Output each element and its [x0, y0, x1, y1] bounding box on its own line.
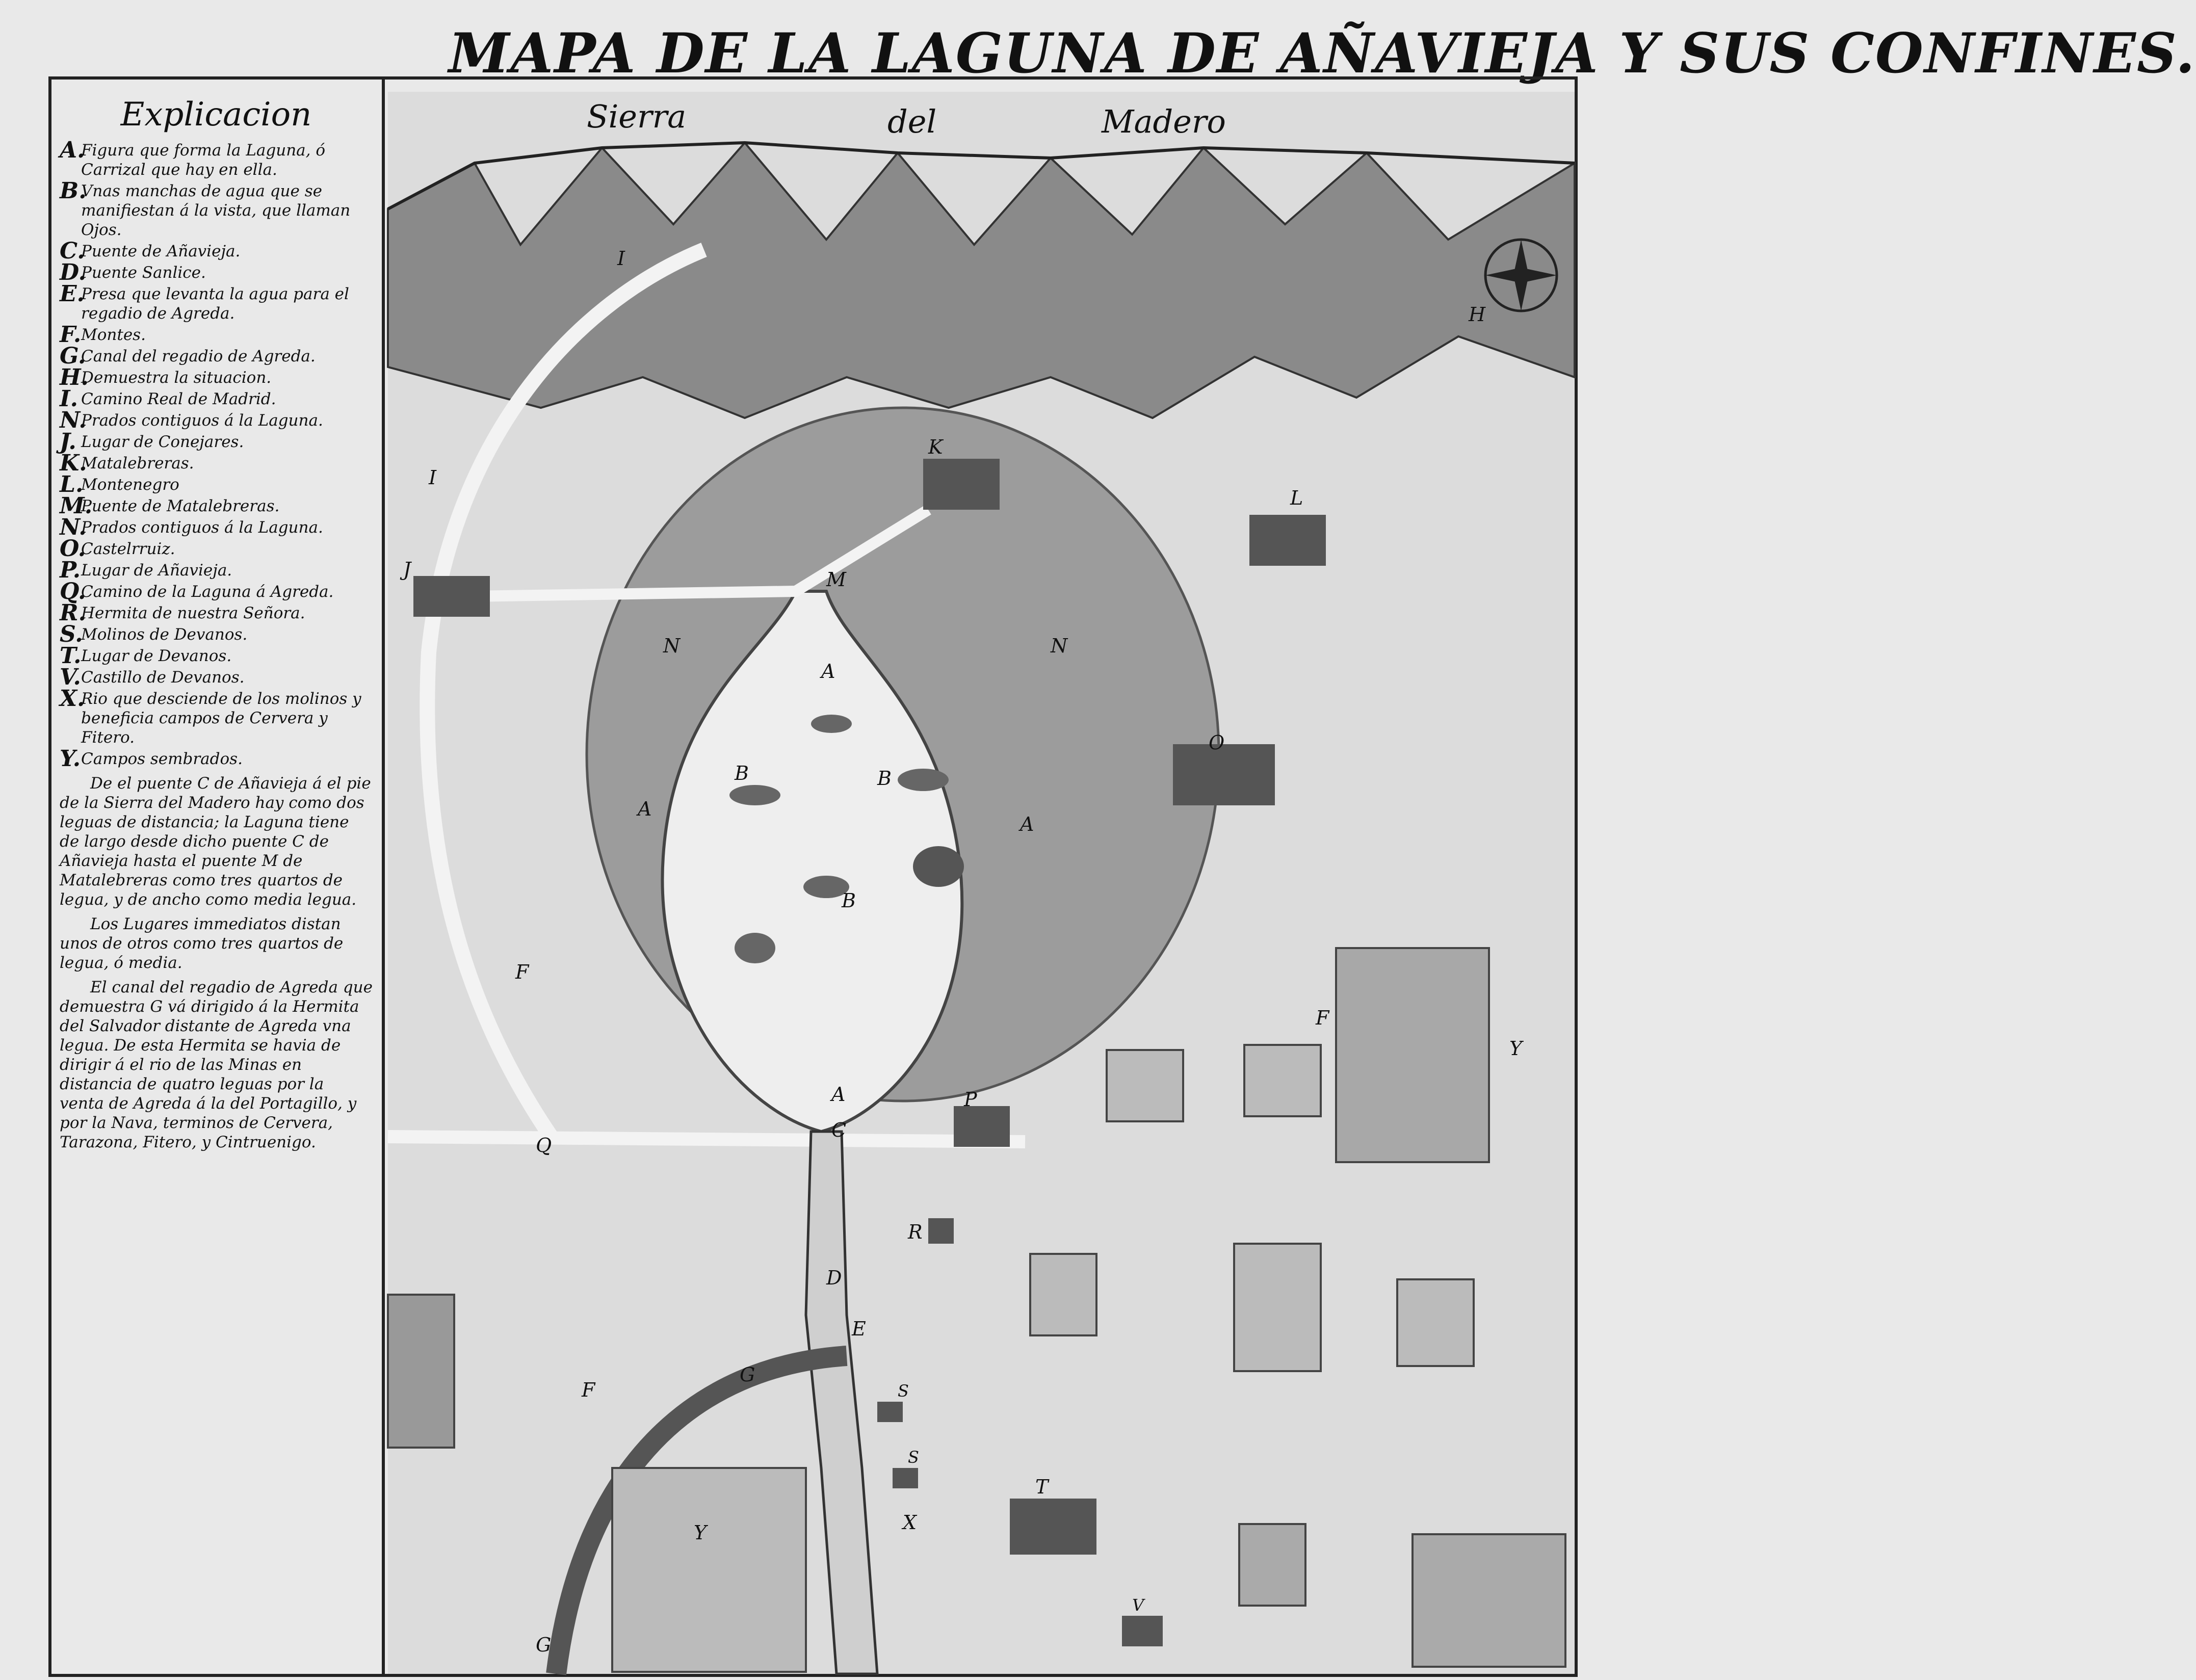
legend-item: [60, 536, 373, 562]
legend-item: [60, 686, 373, 747]
ojo-4: [913, 846, 964, 887]
castillo-v: [1122, 1616, 1163, 1646]
label-q: Q: [536, 1134, 552, 1157]
village-t: [1010, 1499, 1096, 1555]
label-a3: A: [1020, 813, 1034, 835]
sierra-label-2: del: [887, 103, 937, 140]
legend-key: T.: [60, 643, 82, 669]
legend-item: [60, 643, 373, 669]
legend-text: Camino Real de Madrid.: [81, 390, 276, 408]
legend-note: El canal del regadio de Agreda que demuestra G vá dirigido á la Hermita del Salvador distante de Agreda vna legua. De esta Hermita se havia de dirigir á el rio de las Minas en distancia de quatro leguas por la venta de Agreda á la del Portagillo, y por la Nava, terminos de Cervera, Tarazona, Fitero, y Cintruenigo.: [60, 978, 373, 1151]
legend-key: D.: [60, 259, 86, 285]
legend-key: Y.: [60, 746, 81, 772]
map-title: MAPA DE LA LAGUNA DE AÑAVIEJA Y SUS CONFINES.: [449, 21, 2196, 86]
label-j: J: [403, 558, 411, 581]
molino-1: [877, 1402, 903, 1422]
legend-text: Prados contiguos á la Laguna.: [81, 411, 323, 430]
legend-item: [60, 178, 373, 240]
sierra-label-1: Sierra: [587, 98, 687, 135]
ojo-6: [735, 933, 775, 963]
legend-key: L.: [60, 471, 84, 497]
legend-key: G.: [60, 343, 86, 369]
legend-text: Castillo de Devanos.: [81, 668, 245, 687]
ojo-2: [729, 785, 780, 805]
legend-notes: [60, 774, 373, 1152]
legend-key: N.: [60, 514, 87, 540]
legend-text: Hermita de nuestra Señora.: [81, 604, 305, 622]
legend-item: [60, 364, 373, 390]
label-m: M: [826, 568, 846, 591]
label-a4: A: [831, 1083, 846, 1106]
label-g1: G: [740, 1363, 755, 1386]
legend-item: [60, 281, 373, 323]
legend-key: S.: [60, 621, 83, 647]
legend-text: Puente de Matalebreras.: [81, 497, 280, 515]
label-s1: S: [898, 1381, 909, 1401]
molino-2: [893, 1468, 918, 1488]
legend-note: Los Lugares immediatos distan unos de otros como tres quartos de legua, ó media.: [60, 915, 344, 972]
legend-item: [60, 238, 373, 264]
label-y2: Y: [694, 1521, 707, 1544]
legend-key: M.: [60, 493, 93, 519]
village-k: [923, 459, 1000, 510]
label-v: V: [1132, 1595, 1144, 1615]
legend-key: Q.: [60, 579, 86, 605]
village-j: [413, 576, 490, 617]
legend-key: A.: [60, 137, 85, 163]
legend-text: Campos sembrados.: [81, 750, 243, 768]
legend-note: De el puente C de Añavieja á el pie de la Sierra del Madero hay como dos leguas de distancia; la Laguna tiene de largo desde dicho puente C de Añavieja hasta el puente M de Matalebreras como tres quartos de legua, y de ancho como media legua.: [60, 774, 371, 909]
ojo-3: [898, 769, 949, 791]
campo-3: [1244, 1045, 1321, 1116]
legend-list: [60, 137, 373, 772]
legend-key: F.: [60, 322, 82, 348]
legend-text: Lugar de Conejares.: [81, 433, 244, 451]
label-b1: B: [735, 762, 749, 784]
label-f1: F: [515, 961, 529, 983]
campo-4: [1030, 1254, 1096, 1335]
legend-item: [60, 746, 373, 772]
village-p: [954, 1106, 1010, 1147]
label-e: E: [852, 1318, 866, 1340]
legend-text: Lugar de Añavieja.: [81, 561, 232, 580]
camino-laguna-agreda: [388, 1137, 1025, 1142]
legend-text: Montes.: [81, 326, 146, 344]
legend-item: [60, 386, 373, 412]
legend-text: Prados contiguos á la Laguna.: [81, 518, 323, 537]
legend-text: Rio que desciende de los molinos y beneficia campos de Cervera y Fitero.: [81, 690, 361, 747]
legend-key: X.: [60, 686, 85, 712]
legend-text: Lugar de Devanos.: [81, 647, 232, 665]
legend-key: H.: [60, 364, 89, 390]
campo-8: [1413, 1534, 1565, 1667]
label-d: D: [826, 1267, 842, 1289]
label-y1: Y: [1509, 1037, 1523, 1060]
label-c: C: [831, 1119, 847, 1141]
label-r: R: [908, 1221, 923, 1243]
legend-text: Canal del regadio de Agreda.: [81, 347, 316, 365]
label-g2: G: [536, 1634, 552, 1656]
legend-key: V.: [60, 664, 81, 690]
legend-item: [60, 429, 373, 455]
legend-text: Figura que forma la Laguna, ó Carrizal que hay en ella.: [81, 141, 326, 179]
legend-text: Molinos de Devanos.: [81, 625, 248, 644]
campo-5: [1234, 1244, 1321, 1371]
legend-text: Puente de Añavieja.: [81, 242, 241, 260]
label-i2: I: [429, 466, 437, 489]
legend-key: O.: [60, 536, 86, 562]
campo-7: [1239, 1524, 1305, 1606]
label-a1: A: [821, 660, 835, 682]
legend-item: [60, 322, 373, 348]
compass-rose-icon: [1485, 240, 1557, 311]
label-l: L: [1290, 487, 1303, 509]
ojo-1: [811, 715, 852, 733]
label-n1: N: [663, 635, 681, 657]
label-a2: A: [638, 798, 652, 820]
label-i1: I: [617, 247, 625, 270]
label-b2: B: [877, 767, 892, 790]
legend-heading: Explicacion: [120, 96, 312, 134]
label-s2: S: [908, 1448, 919, 1467]
label-t: T: [1035, 1476, 1049, 1498]
label-k: K: [928, 436, 943, 458]
campo-10: [388, 1295, 454, 1448]
label-h: H: [1469, 303, 1486, 326]
legend-item: [60, 493, 373, 519]
legend-key: I.: [60, 386, 78, 412]
legend-text: Matalebreras.: [81, 454, 194, 472]
lagoon-map: [388, 92, 1575, 1674]
hermita-r: [928, 1218, 954, 1244]
legend-item: [60, 664, 373, 690]
legend-text: Castelrruiz.: [81, 540, 175, 558]
legend-key: J.: [60, 429, 76, 455]
campo-6: [1397, 1279, 1474, 1366]
legend-key: B.: [60, 178, 87, 204]
legend-key: K.: [60, 450, 87, 476]
campo-1: [1336, 948, 1489, 1162]
campo-2: [1107, 1050, 1183, 1121]
label-b3: B: [842, 889, 856, 912]
legend-item: [60, 621, 373, 647]
legend-key: E.: [60, 281, 85, 307]
legend-item: [60, 450, 373, 476]
legend-text: Puente Sanlice.: [81, 264, 206, 282]
legend-text: Presa que levanta la agua para el regadio de Agreda.: [81, 285, 349, 323]
legend-item: [60, 557, 373, 583]
legend-item: [60, 600, 373, 626]
legend-key: C.: [60, 238, 85, 264]
legend-key: P.: [60, 557, 81, 583]
legend-text: Montenegro: [81, 476, 179, 494]
label-o: O: [1209, 731, 1225, 754]
legend-item: [60, 514, 373, 540]
legend-item: [60, 343, 373, 369]
label-n2: N: [1051, 635, 1068, 657]
legend-key: N.: [60, 407, 87, 433]
legend-key: R.: [60, 600, 86, 626]
legend-item: [60, 579, 373, 605]
legend-text: Vnas manchas de agua que se manifiestan á la vista, que llaman Ojos.: [81, 182, 351, 239]
legend-panel: [48, 76, 385, 1677]
label-p: P: [964, 1088, 977, 1111]
village-l: [1249, 515, 1326, 566]
legend-text: Camino de la Laguna á Agreda.: [81, 583, 334, 601]
legend-item: [60, 137, 373, 179]
label-f3: F: [582, 1379, 595, 1401]
legend-item: [60, 259, 373, 285]
sierra-label-3: Madero: [1102, 103, 1226, 140]
legend-item: [60, 407, 373, 433]
label-f2: F: [1316, 1007, 1329, 1029]
legend-item: [60, 471, 373, 497]
label-x: X: [903, 1511, 917, 1534]
legend-text: Demuestra la situacion.: [81, 369, 272, 387]
campo-9: [612, 1468, 806, 1672]
